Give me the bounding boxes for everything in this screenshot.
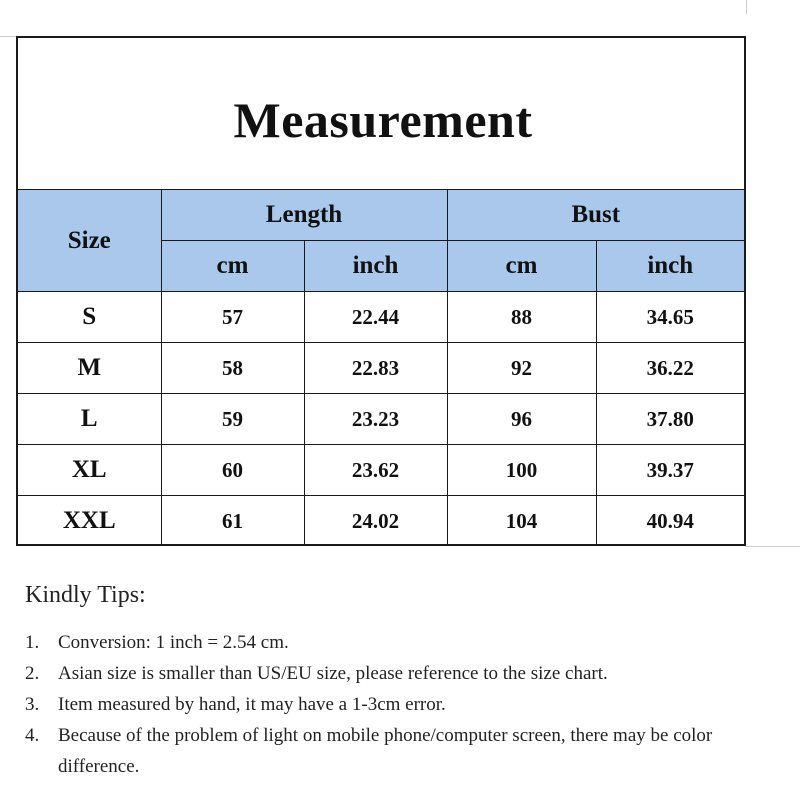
- tips-list: [25, 627, 795, 782]
- tip-number: 1.: [25, 632, 40, 653]
- header-length: Length: [161, 190, 447, 241]
- tip-number: 3.: [25, 694, 40, 715]
- title-row: [18, 38, 744, 190]
- bust-cm-cell: 96: [447, 394, 596, 445]
- length-inch-cell: 23.62: [304, 445, 447, 496]
- table-row: [18, 445, 744, 496]
- chart-title: Measurement: [233, 91, 533, 148]
- header-length-inch: inch: [304, 241, 447, 292]
- bust-cm-cell: 104: [447, 496, 596, 547]
- tip-number: 2.: [25, 663, 40, 684]
- size-cell: XL: [18, 445, 161, 496]
- tip-text: Because of the problem of light on mobile phone/computer screen, there may be color difference.: [58, 725, 713, 777]
- bust-inch-cell: 34.65: [596, 292, 744, 343]
- tip-text: Asian size is smaller than US/EU size, please reference to the size chart.: [58, 663, 608, 684]
- length-cm-cell: 61: [161, 496, 304, 547]
- size-cell: XXL: [18, 496, 161, 547]
- crop-guide-left: [0, 36, 16, 37]
- tip-number: 4.: [25, 725, 40, 746]
- table-row: [18, 496, 744, 547]
- tip-item: [25, 689, 795, 720]
- kindly-tips: [25, 582, 795, 782]
- bust-cm-cell: 92: [447, 343, 596, 394]
- tips-title: Kindly Tips:: [25, 582, 146, 608]
- tip-item: [25, 658, 795, 689]
- crop-guide-top: [746, 0, 747, 14]
- header-row-groups: [18, 190, 744, 241]
- size-table: [18, 190, 744, 546]
- length-inch-cell: 22.44: [304, 292, 447, 343]
- length-cm-cell: 57: [161, 292, 304, 343]
- bust-inch-cell: 39.37: [596, 445, 744, 496]
- header-bust: Bust: [447, 190, 744, 241]
- bust-cm-cell: 88: [447, 292, 596, 343]
- header-length-cm: cm: [161, 241, 304, 292]
- tip-item: [25, 720, 795, 782]
- size-cell: S: [18, 292, 161, 343]
- length-cm-cell: 60: [161, 445, 304, 496]
- length-inch-cell: 24.02: [304, 496, 447, 547]
- bust-inch-cell: 36.22: [596, 343, 744, 394]
- tip-item: [25, 627, 795, 658]
- crop-guide-right: [745, 546, 800, 547]
- header-size: Size: [18, 190, 161, 292]
- length-inch-cell: 23.23: [304, 394, 447, 445]
- size-cell: M: [18, 343, 161, 394]
- tip-text: Item measured by hand, it may have a 1-3cm error.: [58, 694, 446, 715]
- length-cm-cell: 59: [161, 394, 304, 445]
- table-row: [18, 394, 744, 445]
- tip-text: Conversion: 1 inch = 2.54 cm.: [58, 632, 289, 653]
- bust-inch-cell: 37.80: [596, 394, 744, 445]
- bust-cm-cell: 100: [447, 445, 596, 496]
- header-bust-inch: inch: [596, 241, 744, 292]
- measurement-chart: [16, 36, 746, 546]
- header-bust-cm: cm: [447, 241, 596, 292]
- table-row: [18, 292, 744, 343]
- size-cell: L: [18, 394, 161, 445]
- table-row: [18, 343, 744, 394]
- length-cm-cell: 58: [161, 343, 304, 394]
- bust-inch-cell: 40.94: [596, 496, 744, 547]
- length-inch-cell: 22.83: [304, 343, 447, 394]
